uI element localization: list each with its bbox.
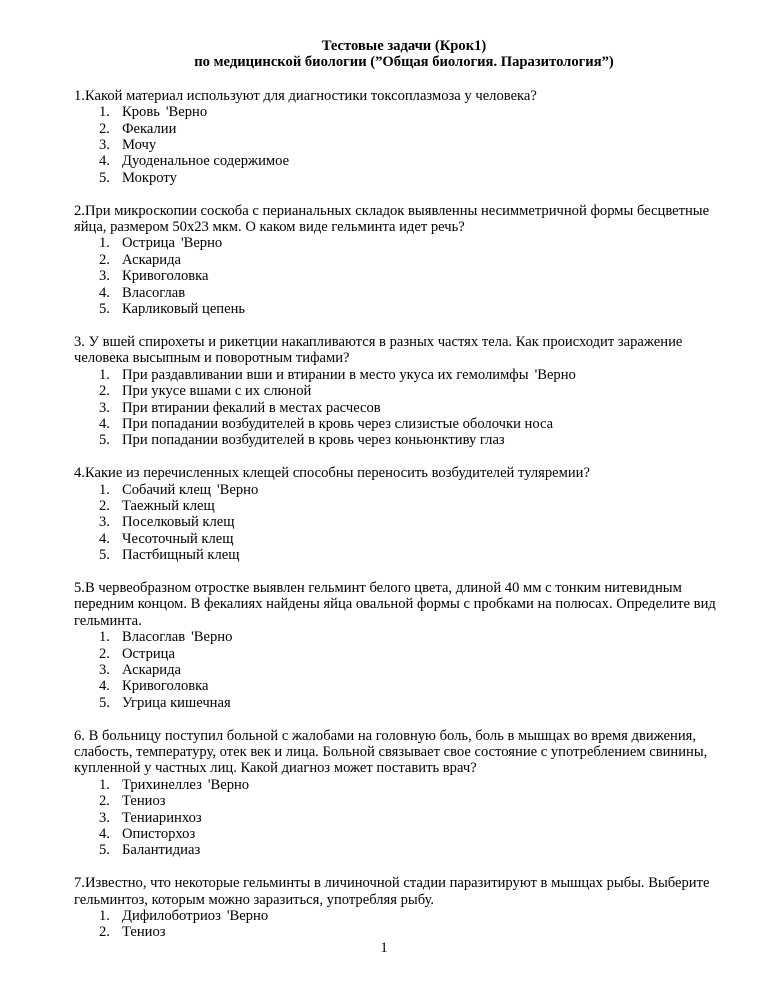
answer-number: 5. bbox=[99, 432, 110, 449]
answer-list bbox=[74, 104, 734, 186]
answer-number: 1. bbox=[99, 366, 110, 383]
answer-option bbox=[74, 170, 734, 186]
answer-number: 1. bbox=[99, 908, 110, 925]
answer-text: Описторхоз bbox=[122, 826, 196, 843]
correct-answer-mark: 'Верно bbox=[534, 366, 576, 383]
correct-answer-mark: 'Верно bbox=[217, 481, 259, 498]
answer-text: Поселковый клещ bbox=[122, 514, 235, 531]
answer-number: 2. bbox=[99, 497, 110, 514]
answer-text: Мокроту bbox=[122, 169, 177, 186]
answer-option bbox=[74, 121, 734, 137]
answer-option bbox=[74, 531, 734, 547]
answer-option bbox=[74, 514, 734, 530]
correct-answer-mark: 'Верно bbox=[165, 104, 208, 121]
answer-option bbox=[74, 252, 734, 268]
answer-text: При попадании возбудителей в кровь через коньюнктиву глаз bbox=[122, 432, 505, 449]
answer-number: 4. bbox=[99, 284, 110, 301]
answer-option bbox=[74, 662, 734, 678]
answer-number: 1. bbox=[99, 104, 110, 121]
answer-text: Собачий клещ bbox=[122, 481, 212, 498]
question-block bbox=[74, 203, 734, 318]
answer-text: При укусе вшами с их слюной bbox=[122, 383, 312, 400]
answer-option bbox=[74, 482, 734, 498]
answer-option bbox=[74, 383, 734, 399]
answer-option bbox=[74, 547, 734, 563]
answer-option bbox=[74, 924, 734, 940]
question-block bbox=[74, 580, 734, 711]
answer-text: Тениоз bbox=[122, 793, 166, 810]
answer-list bbox=[74, 235, 734, 317]
answer-number: 3. bbox=[99, 809, 110, 826]
answer-text: Угрица кишечная bbox=[122, 694, 231, 711]
answer-option bbox=[74, 678, 734, 694]
answer-number: 4. bbox=[99, 530, 110, 547]
answer-number: 1. bbox=[99, 629, 110, 646]
answer-text: Аскарида bbox=[122, 661, 182, 678]
question-text: 1.Какой материал используют для диагностики токсоплазмоза у человека? bbox=[74, 87, 537, 104]
answer-option bbox=[74, 153, 734, 169]
question-list bbox=[74, 88, 734, 941]
correct-answer-mark: 'Верно bbox=[180, 235, 223, 252]
question-text: 7.Известно, что некоторые гельминты в личиночной стадии паразитируют в мышцах рыбы. Выберите гельминтоз, которым можно заразиться, употребляя рыбу. bbox=[74, 875, 710, 908]
answer-option bbox=[74, 301, 734, 317]
answer-number: 3. bbox=[99, 514, 110, 531]
answer-text: Пастбищный клещ bbox=[122, 547, 240, 564]
answer-option bbox=[74, 842, 734, 858]
answer-text: Карликовый цепень bbox=[122, 301, 246, 318]
answer-number: 5. bbox=[99, 694, 110, 711]
answer-option bbox=[74, 268, 734, 284]
answer-text: При попадании возбудителей в кровь через слизистые оболочки носа bbox=[122, 415, 554, 432]
answer-text: Власоглав bbox=[122, 284, 186, 301]
answer-list bbox=[74, 629, 734, 711]
answer-text: Балантидиаз bbox=[122, 842, 201, 859]
answer-text: Фекалии bbox=[122, 120, 177, 137]
answer-number: 4. bbox=[99, 153, 110, 170]
answer-text: Тениаринхоз bbox=[122, 809, 202, 826]
question-text: 2.При микроскопии соскоба с перианальных складок выявленны несимметричной формы бесцветные яйца, размером 50х23 мкм. О каком виде гельминта идет речь? bbox=[74, 202, 710, 236]
answer-option bbox=[74, 826, 734, 842]
answer-number: 2. bbox=[99, 251, 110, 268]
question-text: 4.Какие из перечисленных клещей способны переносить возбудителей туляремии? bbox=[74, 465, 590, 482]
answer-text: При втирании фекалий в местах расчесов bbox=[122, 399, 381, 416]
question-block bbox=[74, 88, 734, 186]
answer-option bbox=[74, 137, 734, 153]
answer-number: 3. bbox=[99, 661, 110, 678]
title-line-2: по медицинской биологии (”Общая биология. Паразитология”) bbox=[194, 54, 614, 71]
answer-number: 5. bbox=[99, 842, 110, 859]
answer-number: 2. bbox=[99, 793, 110, 810]
answer-text: Власоглав bbox=[122, 629, 186, 646]
document-title bbox=[74, 38, 734, 71]
correct-answer-mark: 'Верно bbox=[207, 776, 250, 793]
correct-answer-mark: 'Верно bbox=[191, 629, 233, 646]
question-text: 3. У вшей спирохеты и рикетции накапливаются в разных частях тела. Как происходит заражение человека высыпным и поворотным тифами? bbox=[74, 333, 683, 367]
answer-number: 2. bbox=[99, 645, 110, 662]
question-block bbox=[74, 465, 734, 563]
answer-option bbox=[74, 235, 734, 251]
answer-option bbox=[74, 285, 734, 301]
answer-text: Мочу bbox=[122, 137, 157, 154]
question-text: 6. В больницу поступил больной с жалобами на головную боль, боль в мышцах во время движения, слабость, температуру, отек век и лица. Больной связывает свое состояние с употреблением свинины, купленной у частных лиц. Какой диагноз может поставить врач? bbox=[74, 727, 708, 777]
answer-option bbox=[74, 908, 734, 924]
answer-option bbox=[74, 367, 734, 383]
answer-number: 1. bbox=[99, 481, 110, 498]
question-block bbox=[74, 728, 734, 859]
answer-number: 2. bbox=[99, 383, 110, 400]
title-line-1: Тестовые задачи (Крок1) bbox=[321, 38, 487, 54]
answer-list bbox=[74, 482, 734, 564]
answer-text: Дифилоботриоз bbox=[122, 908, 221, 925]
answer-number: 3. bbox=[99, 137, 110, 154]
answer-text: Острица bbox=[122, 235, 175, 252]
answer-option bbox=[74, 646, 734, 662]
answer-text: Кровь bbox=[122, 104, 160, 121]
answer-list bbox=[74, 777, 734, 859]
answer-option bbox=[74, 810, 734, 826]
answer-number: 4. bbox=[99, 415, 110, 432]
answer-option bbox=[74, 416, 734, 432]
answer-text: Таежный клещ bbox=[122, 497, 215, 514]
answer-number: 3. bbox=[99, 268, 110, 285]
page-number: 1 bbox=[380, 940, 388, 956]
answer-text: Дуоденальное содержимое bbox=[122, 153, 290, 170]
answer-number: 5. bbox=[99, 301, 110, 318]
answer-option bbox=[74, 432, 734, 448]
question-block bbox=[74, 334, 734, 449]
answer-number: 1. bbox=[99, 235, 110, 252]
answer-option bbox=[74, 695, 734, 711]
answer-text: Тениоз bbox=[122, 924, 166, 941]
answer-text: Трихинеллез bbox=[122, 776, 202, 793]
answer-option bbox=[74, 629, 734, 645]
answer-number: 5. bbox=[99, 547, 110, 564]
answer-text: При раздавливании вши и втирании в место укуса их гемолимфы bbox=[122, 366, 529, 383]
answer-option bbox=[74, 777, 734, 793]
answer-list bbox=[74, 367, 734, 449]
answer-number: 1. bbox=[99, 776, 110, 793]
answer-number: 2. bbox=[99, 924, 110, 941]
answer-text: Острица bbox=[122, 645, 175, 662]
answer-text: Чесоточный клещ bbox=[122, 530, 234, 547]
answer-list bbox=[74, 908, 734, 941]
document-page bbox=[74, 38, 734, 941]
answer-number: 3. bbox=[99, 399, 110, 416]
question-block bbox=[74, 875, 734, 941]
answer-text: Кривоголовка bbox=[122, 268, 209, 285]
answer-option bbox=[74, 793, 734, 809]
correct-answer-mark: 'Верно bbox=[226, 908, 269, 925]
answer-number: 4. bbox=[99, 826, 110, 843]
answer-number: 4. bbox=[99, 678, 110, 695]
question-text: 5.В червеобразном отростке выявлен гельминт белого цвета, длиной 40 мм с тонким нитевидным передним концом. В фекалиях найдены яйца овальной формы с пробками на полюсах. Определите вид гельминта. bbox=[74, 579, 716, 629]
answer-number: 5. bbox=[99, 169, 110, 186]
answer-option bbox=[74, 104, 734, 120]
answer-option bbox=[74, 498, 734, 514]
answer-option bbox=[74, 400, 734, 416]
answer-text: Аскарида bbox=[122, 251, 182, 268]
answer-number: 2. bbox=[99, 120, 110, 137]
answer-text: Кривоголовка bbox=[122, 678, 209, 695]
